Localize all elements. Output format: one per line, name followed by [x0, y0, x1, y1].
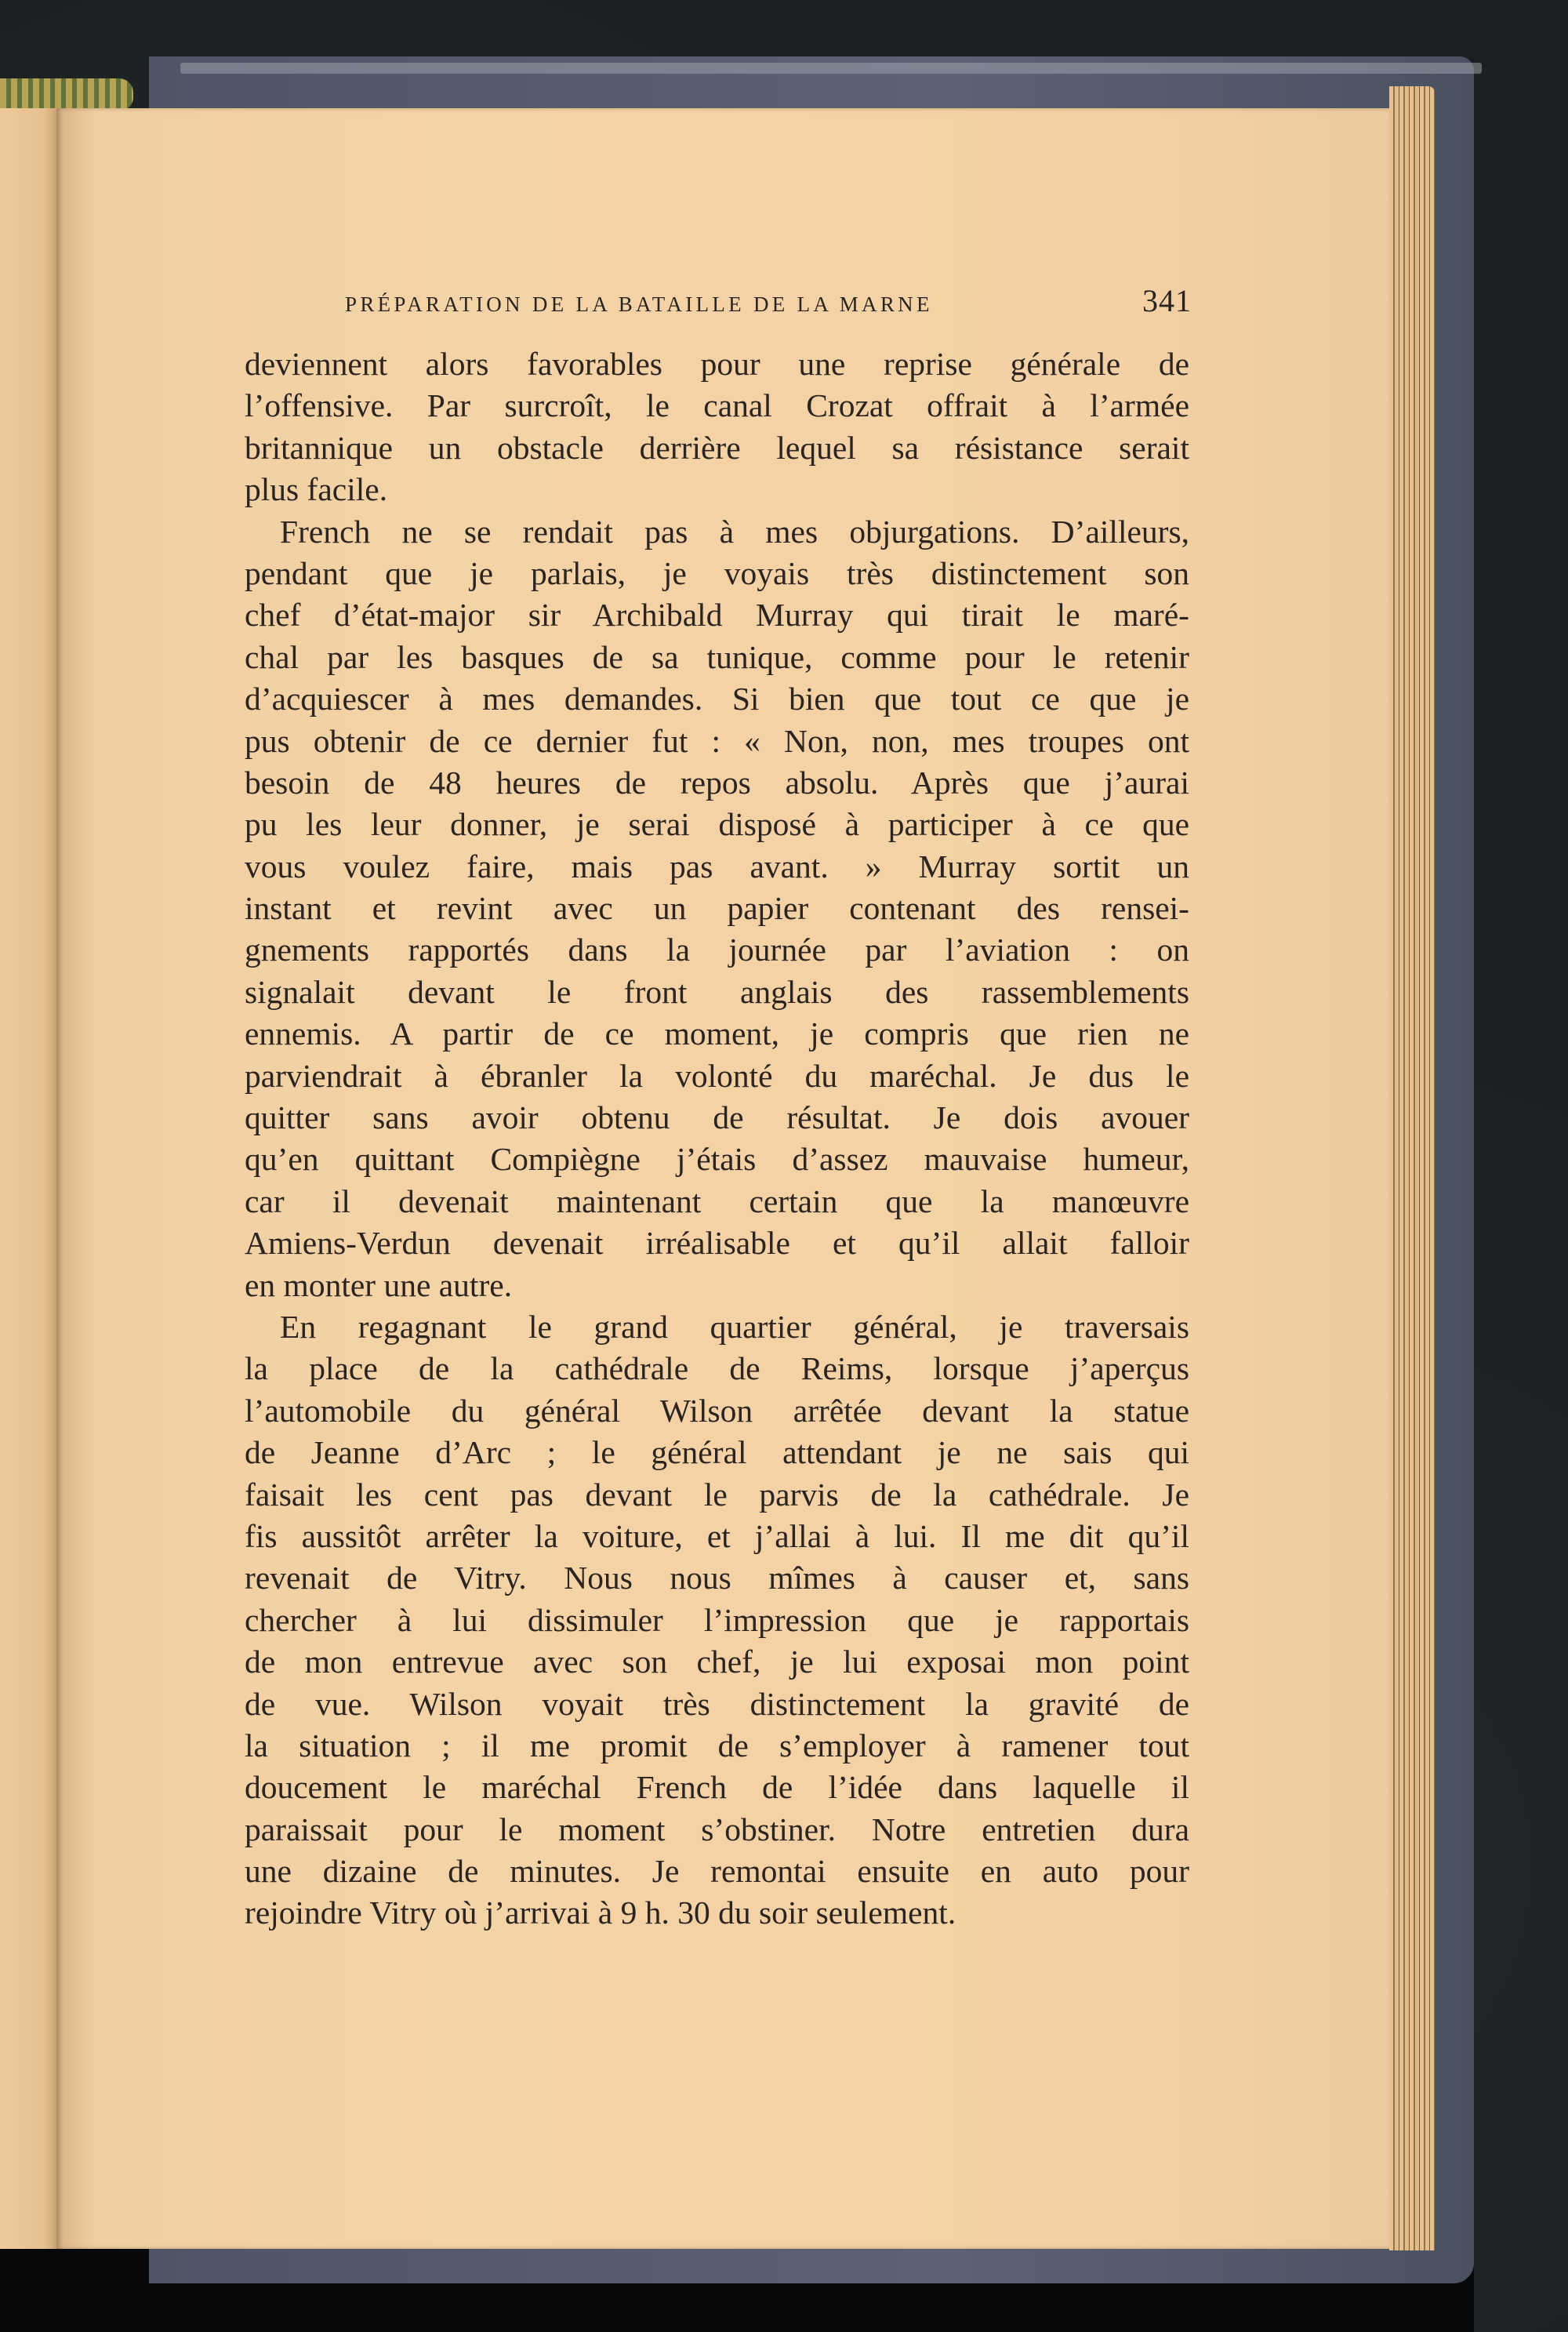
text-line: une dizaine de minutes. Je remontai ensuite en auto pour: [245, 1853, 1189, 1890]
text-line: paraissait pour le moment s’obstiner. Notre entretien dura: [245, 1811, 1189, 1847]
headband-icon: [0, 78, 133, 111]
page-number: 341: [1142, 283, 1192, 318]
text-line: plus facile.: [245, 471, 388, 508]
text-line: deviennent alors favorables pour une reprise générale de: [245, 346, 1189, 382]
text-line: ennemis. A partir de ce moment, je compris que rien ne: [245, 1015, 1189, 1052]
paragraph: [245, 1306, 1189, 1934]
text-line: car il devenait maintenant certain que la manœuvre: [245, 1182, 1189, 1219]
text-line: quitter sans avoir obtenu de résultat. Je dois avouer: [245, 1099, 1189, 1136]
text-line: doucement le maréchal French de l’idée dans laquelle il: [245, 1769, 1189, 1806]
paragraph: [245, 343, 1189, 511]
text-line: britannique un obstacle derrière lequel sa résistance serait: [245, 429, 1189, 466]
paragraph: [245, 511, 1189, 1306]
text-line: l’offensive. Par surcroît, le canal Crozat offrait à l’armée: [245, 387, 1189, 424]
text-line: rejoindre Vitry où j’arrivai à 9 h. 30 du soir seulement.: [245, 1894, 956, 1931]
text-line: de Jeanne d’Arc ; le général attendant je ne sais qui: [245, 1434, 1189, 1471]
text-line: parviendrait à ébranler la volonté du maréchal. Je dus le: [245, 1057, 1189, 1094]
page-fore-edge: [1389, 86, 1435, 2250]
text-line: pus obtenir de ce dernier fut : « Non, non, mes troupes ont: [245, 722, 1189, 759]
cover-edge: [180, 63, 1482, 74]
text-line: d’acquiescer à mes demandes. Si bien que tout ce que je: [245, 681, 1189, 717]
text-line: qu’en quittant Compiègne j’étais d’assez mauvaise humeur,: [245, 1141, 1189, 1178]
text-line: la situation ; il me promit de s’employer à ramener tout: [245, 1727, 1189, 1764]
text-line: revenait de Vitry. Nous nous mîmes à causer et, sans: [245, 1560, 1189, 1596]
text-line: French ne se rendait pas à mes objurgations. D’ailleurs,: [280, 513, 1189, 550]
text-line: chal par les basques de sa tunique, comme pour le retenir: [245, 638, 1189, 675]
text-line: faisait les cent pas devant le parvis de la cathédrale. Je: [245, 1476, 1189, 1513]
text-line: Amiens-Verdun devenait irréalisable et qu’il allait falloir: [245, 1225, 1189, 1262]
text-line: pu les leur donner, je serai disposé à participer à ce que: [245, 806, 1189, 843]
text-line: de vue. Wilson voyait très distinctement la gravité de: [245, 1685, 1189, 1722]
text-line: vous voulez faire, mais pas avant. » Murray sortit un: [245, 848, 1189, 884]
text-line: chercher à lui dissimuler l’impression que je rapportais: [245, 1601, 1189, 1638]
text-line: signalait devant le front anglais des rassemblements: [245, 973, 1189, 1010]
text-line: chef d’état-major sir Archibald Murray qui tirait le maré-: [245, 597, 1189, 634]
text-line: de mon entrevue avec son chef, je lui exposai mon point: [245, 1644, 1189, 1680]
text-line: l’automobile du général Wilson arrêtée devant la statue: [245, 1392, 1189, 1429]
running-head: [345, 282, 1192, 321]
verso-page-edge: [0, 108, 56, 2249]
text-line: fis aussitôt arrêter la voiture, et j’allai à lui. Il me dit qu’il: [245, 1517, 1189, 1554]
text-line: En regagnant le grand quartier général, je traversais: [280, 1308, 1189, 1345]
body-text: [245, 343, 1189, 1934]
text-line: en monter une autre.: [245, 1266, 513, 1303]
text-line: pendant que je parlais, je voyais très distinctement son: [245, 554, 1189, 591]
text-line: la place de la cathédrale de Reims, lorsque j’aperçus: [245, 1350, 1189, 1387]
text-line: instant et revint avec un papier contenant des rensei-: [245, 890, 1189, 927]
text-line: gnements rapportés dans la journée par l’aviation : on: [245, 932, 1189, 968]
text-line: besoin de 48 heures de repos absolu. Après que j’aurai: [245, 764, 1189, 801]
running-title: PRÉPARATION DE LA BATAILLE DE LA MARNE: [345, 292, 933, 316]
